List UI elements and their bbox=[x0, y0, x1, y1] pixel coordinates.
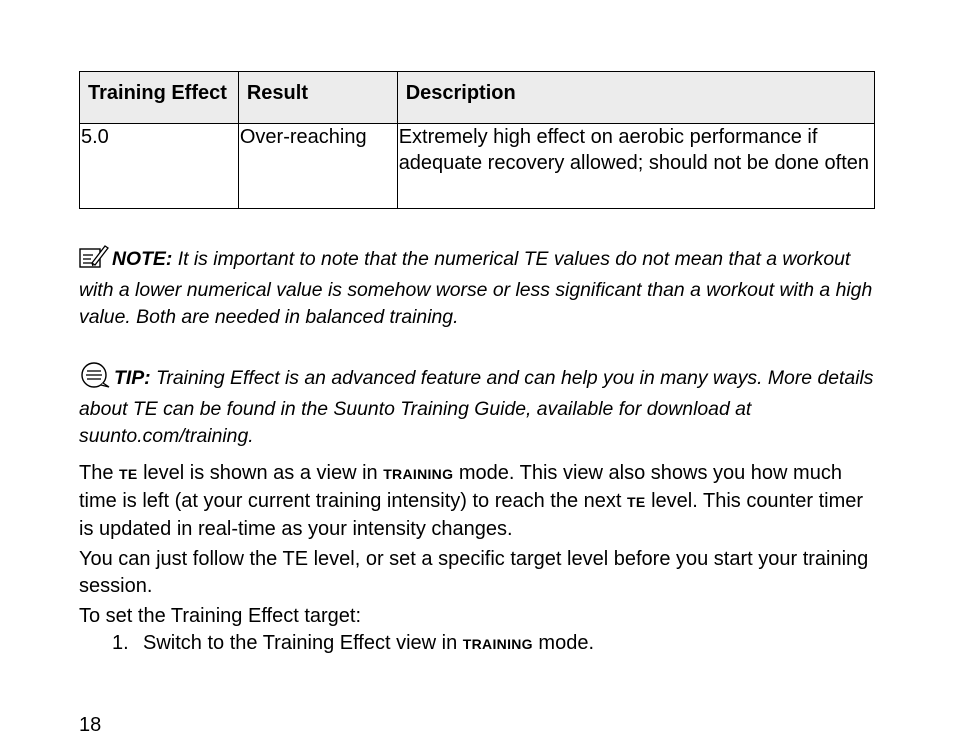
table-header-row bbox=[80, 72, 875, 124]
training-effect-table bbox=[79, 71, 875, 209]
body-paragraphs bbox=[79, 460, 875, 630]
header-description: Description bbox=[397, 72, 874, 124]
header-result: Result bbox=[238, 72, 397, 124]
note-text: It is important to note that the numerical TE values do not mean that a workout with a lower numerical value is somehow worse or less significant than a workout with a high value. Both are needed in balanced training. bbox=[79, 248, 873, 328]
table-row bbox=[80, 124, 875, 209]
training-mode-keyword: TRAINING bbox=[462, 636, 533, 652]
list-item bbox=[112, 630, 594, 658]
list-item-text-1: Switch to the Training Effect view in bbox=[143, 632, 463, 654]
tip-label: TIP: bbox=[114, 367, 151, 389]
tip-bubble-icon bbox=[79, 362, 111, 396]
page-number: 18 bbox=[79, 714, 102, 736]
cell-result: Over-reaching bbox=[238, 124, 397, 209]
note-pencil-icon bbox=[79, 243, 109, 277]
list-item-text-2: mode. bbox=[532, 632, 595, 654]
header-training-effect: Training Effect bbox=[80, 72, 239, 124]
tip-block bbox=[79, 362, 875, 450]
paragraph1-text-2: level is shown as a view in bbox=[137, 462, 384, 484]
paragraph-set-target: To set the Training Effect target: bbox=[79, 605, 362, 627]
paragraph-te-level bbox=[79, 460, 875, 543]
paragraph-target-level: You can just follow the TE level, or set a specific target level before you start your training session. bbox=[79, 548, 869, 597]
cell-training-effect: 5.0 bbox=[80, 124, 239, 209]
paragraph1-text-4: level. This counter timer is updated in real-time as your intensity changes. bbox=[79, 490, 864, 540]
note-block bbox=[79, 243, 875, 331]
paragraph1-text-1: The bbox=[79, 462, 120, 484]
tip-text: Training Effect is an advanced feature and can help you in many ways. More details about TE can be found in the Suunto Training Guide, available for download at suunto.com/training. bbox=[79, 367, 874, 447]
te-keyword: TE bbox=[627, 494, 646, 510]
note-label: NOTE: bbox=[112, 248, 173, 270]
training-mode-keyword: TRAINING bbox=[383, 466, 454, 482]
paragraph1-text-3: mode. This view also shows you how much time is left (at your current training intensity) to reach the next bbox=[79, 462, 842, 512]
list-item-number: 1. bbox=[112, 632, 129, 654]
te-keyword: TE bbox=[119, 466, 138, 482]
cell-description: Extremely high effect on aerobic performance if adequate recovery allowed; should not be done often bbox=[397, 124, 874, 209]
